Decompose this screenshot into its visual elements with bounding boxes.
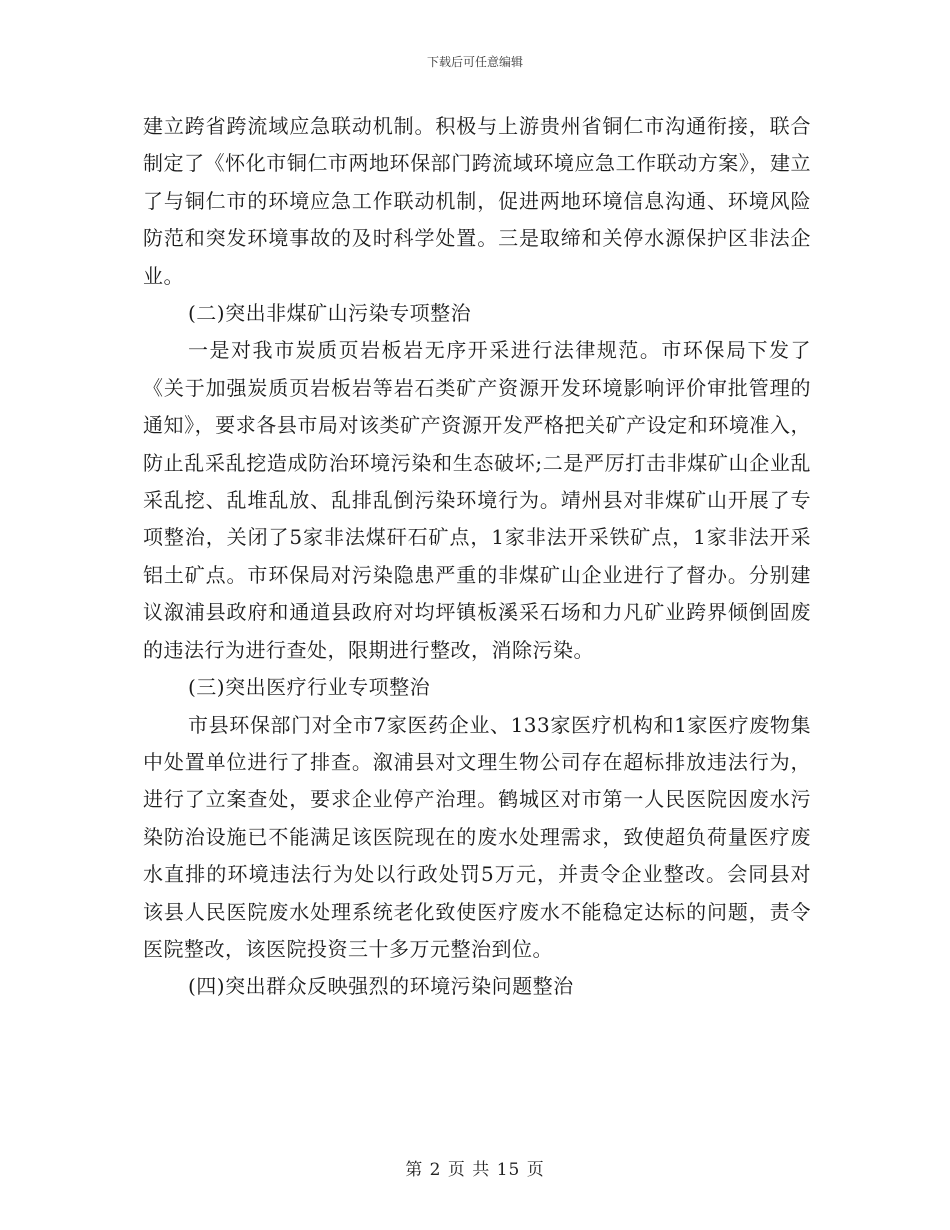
paragraph-1: 建立跨省跨流域应急联动机制。积极与上游贵州省铜仁市沟通衔接，联合制定了《怀化市铜仁市两地环保部门跨流域环境应急工作联动方案》，建立了与铜仁市的环境应急工作联动机制，促进两地环境信息沟通、环境风险防范和突发环境事故的及时科学处置。三是取缔和关停水源保护区非法企业。 bbox=[143, 114, 811, 288]
document-body bbox=[143, 108, 811, 1006]
page-footer: 第 2 页 共 15 页 bbox=[405, 1160, 545, 1180]
header-note: 下载后可任意编辑 bbox=[426, 55, 523, 69]
section-heading-3: (三)突出医疗行业专项整治 bbox=[188, 675, 431, 700]
section-heading-4: (四)突出群众反映强烈的环境污染问题整治 bbox=[188, 974, 574, 999]
paragraph-2: 一是对我市炭质页岩板岩无序开采进行法律规范。市环保局下发了《关于加强炭质页岩板岩等岩石类矿产资源开发环境影响评价审批管理的通知》，要求各县市局对该类矿产资源开发严格把关矿产设定和环境准入，防止乱采乱挖造成防治环境污染和生态破坏;二是严厉打击非煤矿山企业乱采乱挖、乱堆乱放、乱排乱倒污染环境行为。靖州县对非煤矿山开展了专项整治，关闭了5家非法煤矸石矿点，1家非法开采铁矿点，1家非法开采铝土矿点。市环保局对污染隐患严重的非煤矿山企业进行了督办。分别建议溆浦县政府和通道县政府对均坪镇板溪采石场和力凡矿业跨界倾倒固废的违法行为进行查处，限期进行整改，消除污染。 bbox=[143, 338, 811, 662]
paragraph-3: 市县环保部门对全市7家医药企业、133家医疗机构和1家医疗废物集中处置单位进行了排查。溆浦县对文理生物公司存在超标排放违法行为，进行了立案查处，要求企业停产治理。鹤城区对市第一人民医院因废水污染防治设施已不能满足该医院现在的废水处理需求，致使超负荷量医疗废水直排的环境违法行为处以行政处罚5万元，并责令企业整改。会同县对该县人民医院废水处理系统老化致使医疗废水不能稳定达标的问题，责令医院整改，该医院投资三十多万元整治到位。 bbox=[143, 712, 811, 961]
section-heading-2: (二)突出非煤矿山污染专项整治 bbox=[188, 301, 472, 326]
